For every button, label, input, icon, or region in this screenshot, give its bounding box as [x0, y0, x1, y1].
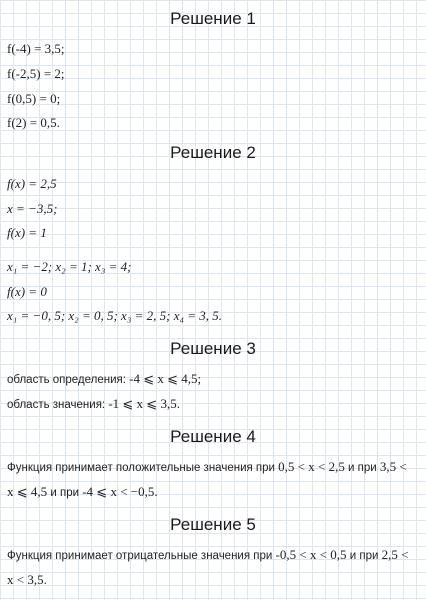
s2-line-4: x₁ = −2; x₂ = 1; x₃ = 4; — [7, 259, 132, 274]
s4-l1-mid: и при — [344, 462, 380, 474]
s2-line-5: f(x) = 0 — [7, 284, 47, 299]
s5-l1-math2: 2,5 < — [381, 547, 409, 562]
s3-l1-math: -4 ⩽ x ⩽ 4,5; — [129, 371, 202, 386]
s5-line-2 — [7, 572, 420, 588]
s2-line-6: x₁ = −0, 5; x₂ = 0, 5; x₃ = 2, 5; x₄ = 3, 5. — [7, 308, 223, 323]
s4-line-2 — [7, 484, 420, 500]
s2-line-3: f(x) = 1 — [7, 225, 47, 240]
s2-line-1: f(x) = 2,5 — [7, 176, 57, 191]
s4-l1-text: Функция принимает положительные значения при — [7, 462, 279, 474]
s4-l1-math2: 3,5 < — [379, 459, 407, 474]
s5-l1-math1: -0,5 < x < 0,5 — [275, 547, 347, 562]
s4-l2-mid: и при — [47, 487, 83, 499]
s1-line-4: f(2) = 0,5. — [7, 115, 60, 130]
s5-l2-math: x < 3,5. — [7, 572, 47, 587]
s3-l2-math: -1 ⩽ x ⩽ 3,5. — [108, 396, 180, 411]
s4-l1-math1: 0,5 < x < 2,5 — [278, 459, 345, 474]
s5-l1-mid: и при — [346, 550, 382, 562]
s3-l1-text: область определения: — [7, 374, 130, 386]
s1-line-2: f(-2,5) = 2; — [7, 66, 65, 81]
s3-line-1 — [7, 371, 420, 387]
s3-line-2 — [7, 396, 420, 412]
s4-line-1 — [7, 459, 420, 475]
s1-line-3: f(0,5) = 0; — [7, 91, 61, 106]
s4-l2-math2: -4 ⩽ x < −0,5. — [82, 484, 158, 499]
s2-line-2: x = −3,5; — [7, 201, 58, 216]
s5-line-1 — [7, 547, 420, 563]
section-1-title: Решение 1 — [170, 9, 256, 28]
s1-line-1: f(-4) = 3,5; — [7, 41, 65, 56]
section-4-title: Решение 4 — [170, 427, 256, 446]
s4-l2-math1: x ⩽ 4,5 — [7, 484, 48, 499]
section-5-title: Решение 5 — [170, 515, 256, 534]
s5-l1-text: Функция принимает отрицательные значения при — [7, 550, 276, 562]
s3-l2-text: область значения: — [7, 399, 109, 411]
section-2-title: Решение 2 — [170, 143, 256, 162]
section-3-title: Решение 3 — [170, 339, 256, 358]
